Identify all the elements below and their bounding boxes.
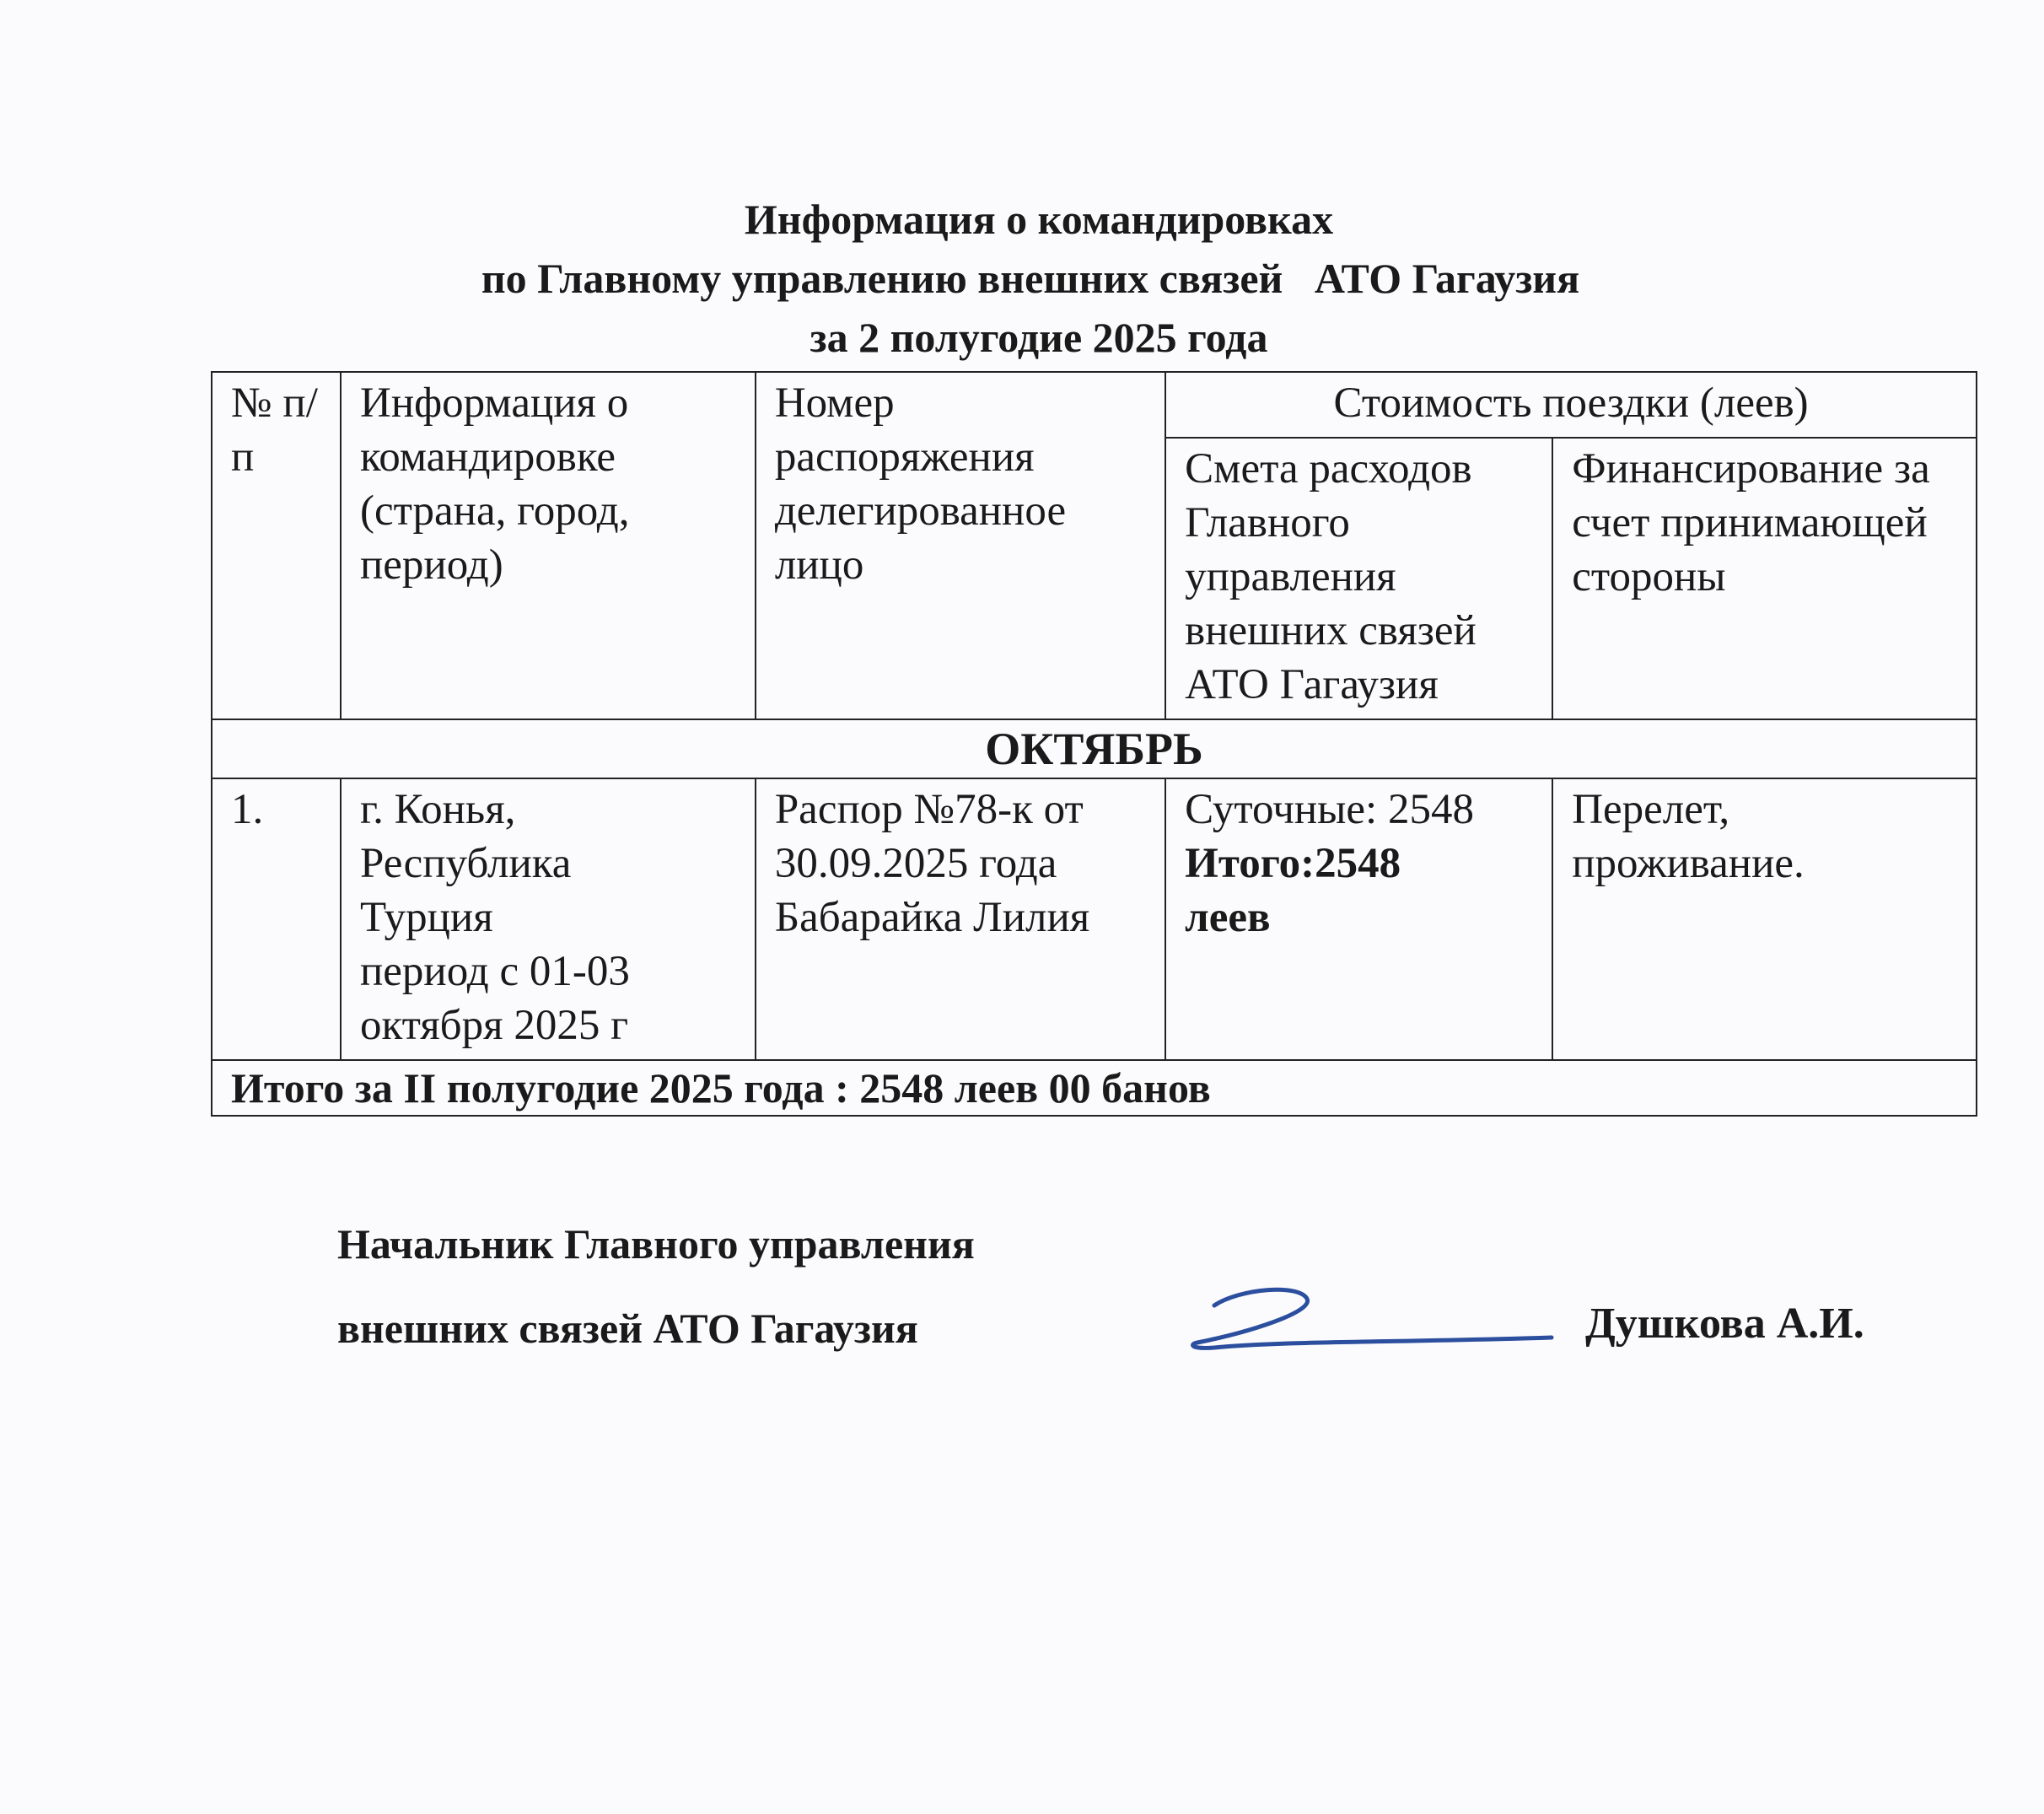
row-budget-total-unit: леев [1185,894,1271,941]
row-order [756,778,1165,1060]
trips-table [211,371,1977,1117]
signatory-position [337,1202,975,1370]
header-num: № п/п [212,372,341,719]
row-info-line: г. Конья, [360,786,516,833]
header-order: Номер распоряжения делегированное лицо [756,372,1165,719]
row-num: 1. [212,778,341,1060]
row-order-line: Распор №78-к от [774,786,1084,833]
title-line-1: Информация о командировках [744,196,1334,243]
row-info-line: период с 01-03 [360,948,630,995]
position-line-2: внешних связей АТО Гагаузия [337,1305,918,1352]
row-order-line: Бабарайка Лилия [774,894,1090,941]
row-budget [1165,778,1552,1060]
signatory-name: Душкова А.И. [1585,1300,1864,1348]
row-order-line: 30.09.2025 года [774,840,1057,887]
title-line-2: по Главному управлению внешних связей АТО Гагаузия [481,255,1580,302]
row-host-line: Перелет, [1572,786,1730,833]
month-label: ОКТЯБРЬ [212,719,1977,778]
document-title [0,190,2044,367]
row-host-line: проживание. [1572,840,1805,887]
row-budget-daily: Суточные: 2548 [1185,786,1474,833]
header-host: Финансирование за счет принимающей стороны [1552,438,1977,719]
row-budget-total: Итого:2548 [1185,840,1401,887]
header-budget: Смета расходов Главного управления внешних связей АТО Гагаузия [1165,438,1552,719]
row-info-line: октября 2025 г [360,1002,629,1049]
title-line-3: за 2 полугодие 2025 года [810,314,1268,361]
total-summary: Итого за II полугодие 2025 года : 2548 леев 00 банов [212,1060,1977,1116]
header-cost: Стоимость поездки (леев) [1165,372,1977,438]
position-line-1: Начальник Главного управления [337,1220,975,1268]
header-info: Информация о командировке (страна, город, период) [341,372,756,719]
row-info-line: Турция [360,894,493,941]
handwritten-signature [1181,1273,1568,1375]
row-host [1552,778,1977,1060]
table-row [212,778,1977,1060]
row-info [341,778,756,1060]
row-info-line: Республика [360,840,572,887]
